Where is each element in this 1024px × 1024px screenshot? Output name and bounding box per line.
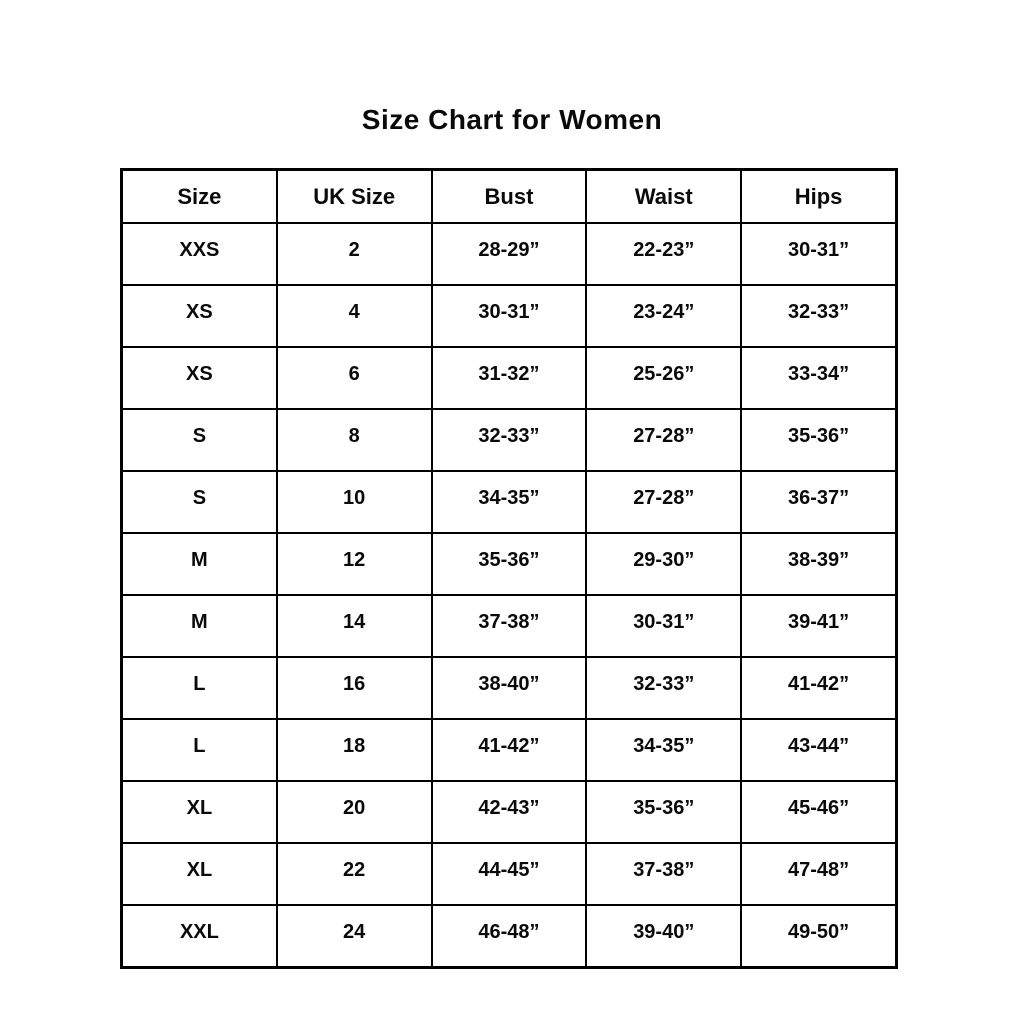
table-cell: 27-28” [586, 409, 741, 471]
table-cell: 44-45” [432, 843, 587, 905]
table-cell: L [122, 657, 277, 719]
table-row [122, 595, 897, 657]
table-row [122, 223, 897, 285]
table-row [122, 471, 897, 533]
table-cell: 35-36” [741, 409, 896, 471]
table-row [122, 781, 897, 843]
table-cell: 41-42” [432, 719, 587, 781]
table-cell: 43-44” [741, 719, 896, 781]
column-header: Size [122, 170, 277, 224]
table-row [122, 347, 897, 409]
table-cell: 34-35” [586, 719, 741, 781]
table-cell: 46-48” [432, 905, 587, 968]
table-cell: 28-29” [432, 223, 587, 285]
table-cell: 20 [277, 781, 432, 843]
table-cell: 34-35” [432, 471, 587, 533]
table-cell: 41-42” [741, 657, 896, 719]
table-cell: 39-40” [586, 905, 741, 968]
header-row [122, 170, 897, 224]
table-cell: 32-33” [432, 409, 587, 471]
table-cell: 12 [277, 533, 432, 595]
table-cell: 37-38” [586, 843, 741, 905]
table-header [122, 170, 897, 224]
table-cell: 30-31” [741, 223, 896, 285]
size-chart-table [120, 168, 898, 969]
table-cell: 36-37” [741, 471, 896, 533]
table-cell: 18 [277, 719, 432, 781]
table-cell: 38-40” [432, 657, 587, 719]
table-cell: 35-36” [586, 781, 741, 843]
table-cell: 30-31” [586, 595, 741, 657]
table-row [122, 905, 897, 968]
table-cell: 22 [277, 843, 432, 905]
table-body [122, 223, 897, 968]
table-cell: 10 [277, 471, 432, 533]
column-header: Waist [586, 170, 741, 224]
table-cell: L [122, 719, 277, 781]
table-row [122, 533, 897, 595]
column-header: UK Size [277, 170, 432, 224]
table-cell: 45-46” [741, 781, 896, 843]
table-cell: 25-26” [586, 347, 741, 409]
table-cell: 32-33” [741, 285, 896, 347]
table-row [122, 285, 897, 347]
table-cell: XS [122, 285, 277, 347]
table-cell: 8 [277, 409, 432, 471]
table-cell: 22-23” [586, 223, 741, 285]
table-row [122, 657, 897, 719]
column-header: Hips [741, 170, 896, 224]
table-cell: 39-41” [741, 595, 896, 657]
table-cell: 32-33” [586, 657, 741, 719]
table-cell: M [122, 595, 277, 657]
table-cell: 47-48” [741, 843, 896, 905]
table-cell: 27-28” [586, 471, 741, 533]
table-cell: 29-30” [586, 533, 741, 595]
table-cell: 35-36” [432, 533, 587, 595]
table-cell: 6 [277, 347, 432, 409]
table-cell: M [122, 533, 277, 595]
table-cell: 30-31” [432, 285, 587, 347]
table-cell: 4 [277, 285, 432, 347]
column-header: Bust [432, 170, 587, 224]
page-title: Size Chart for Women [361, 104, 663, 135]
table-row [122, 843, 897, 905]
table-cell: 2 [277, 223, 432, 285]
table-row [122, 409, 897, 471]
table-cell: 42-43” [432, 781, 587, 843]
table-cell: S [122, 471, 277, 533]
table-row [122, 719, 897, 781]
table-cell: 23-24” [586, 285, 741, 347]
table-cell: XS [122, 347, 277, 409]
table-cell: 33-34” [741, 347, 896, 409]
table-cell: 14 [277, 595, 432, 657]
table-cell: S [122, 409, 277, 471]
table-cell: 16 [277, 657, 432, 719]
table-cell: XXL [122, 905, 277, 968]
table-cell: 37-38” [432, 595, 587, 657]
table-cell: XXS [122, 223, 277, 285]
table-cell: 31-32” [432, 347, 587, 409]
table-cell: XL [122, 843, 277, 905]
table-cell: XL [122, 781, 277, 843]
table-cell: 49-50” [741, 905, 896, 968]
table-cell: 38-39” [741, 533, 896, 595]
table-cell: 24 [277, 905, 432, 968]
